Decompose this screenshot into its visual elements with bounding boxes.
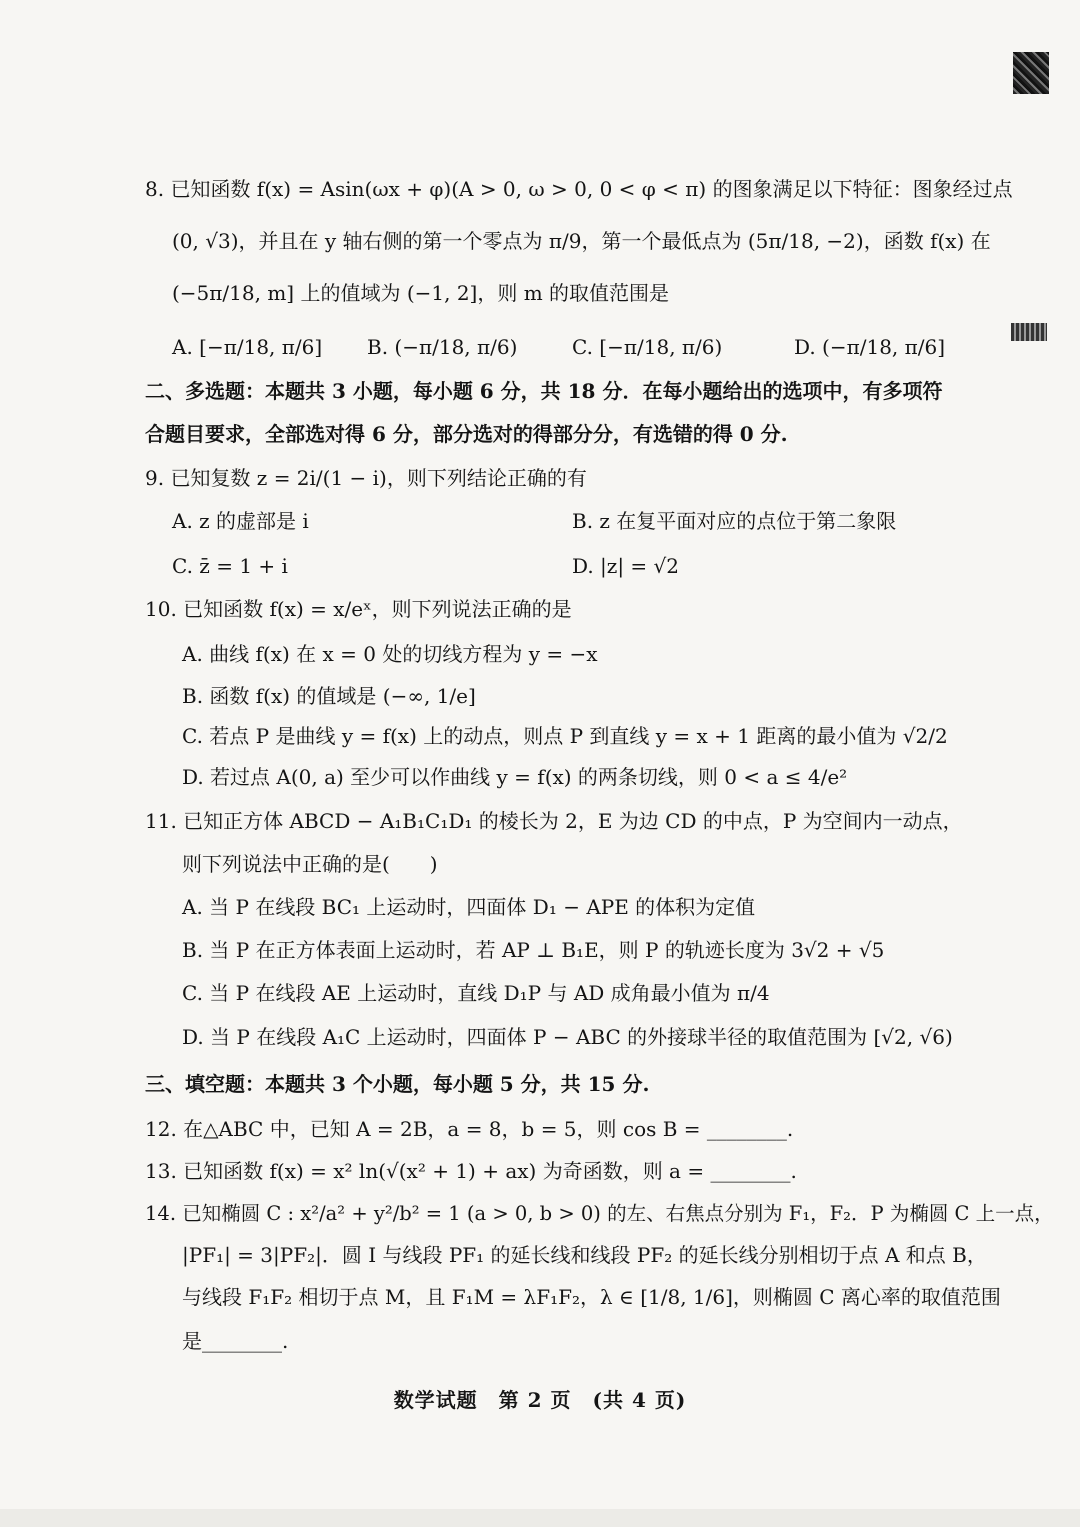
q9-stem: 9. 已知复数 z = 2i/(1 − i)，则下列结论正确的有 bbox=[145, 466, 587, 490]
q11-stem-line1: 11. 已知正方体 ABCD − A₁B₁C₁D₁ 的棱长为 2，E 为边 CD 的中点，P 为空间内一动点， bbox=[145, 809, 963, 833]
q12: 12. 在△ABC 中，已知 A = 2B，a = 8，b = 5，则 cos B = ________. bbox=[145, 1117, 794, 1141]
qr-code-icon bbox=[1013, 52, 1049, 94]
q11-option-d: D. 当 P 在线段 A₁C 上运动时，四面体 P − ABC 的外接球半径的取值范围为 [√2, √6) bbox=[182, 1025, 953, 1049]
section3-heading: 三、填空题：本题共 3 个小题，每小题 5 分，共 15 分. bbox=[145, 1072, 650, 1096]
q11-stem-line2: 则下列说法中正确的是( ) bbox=[182, 852, 438, 876]
q11-option-a: A. 当 P 在线段 BC₁ 上运动时，四面体 D₁ − APE 的体积为定值 bbox=[182, 895, 756, 919]
q10-option-a: A. 曲线 f(x) 在 x = 0 处的切线方程为 y = −x bbox=[182, 642, 598, 666]
q14-line4: 是________. bbox=[182, 1329, 289, 1353]
scan-mark-icon bbox=[1011, 323, 1047, 341]
page-footer: 数学试题 第 2 页 (共 4 页) bbox=[393, 1388, 687, 1412]
q14-line3: 与线段 F₁F₂ 相切于点 M，且 F₁M = λF₁F₂，λ ∈ [1/8, 1/6]，则椭圆 C 离心率的取值范围 bbox=[182, 1285, 1001, 1309]
q9-options-row2 bbox=[172, 545, 932, 588]
q9-option-a: A. z 的虚部是 i bbox=[172, 509, 309, 533]
q9-options-row1 bbox=[172, 500, 932, 543]
page-edge bbox=[0, 1509, 1080, 1527]
q10-option-d: D. 若过点 A(0, a) 至少可以作曲线 y = f(x) 的两条切线，则 0 < a ≤ 4/e² bbox=[182, 765, 848, 789]
q10-option-b: B. 函数 f(x) 的值域是 (−∞, 1/e] bbox=[182, 684, 476, 708]
q14-line2: |PF₁| = 3|PF₂|．圆 I 与线段 PF₁ 的延长线和线段 PF₂ 的延长线分别相切于点 A 和点 B， bbox=[182, 1243, 987, 1267]
section2-heading: 二、多选题：本题共 3 小题，每小题 6 分，共 18 分．在每小题给出的选项中，有多项符 bbox=[145, 379, 943, 403]
q8-option-c: C. [−π/18, π/6) bbox=[572, 335, 723, 359]
q11-option-c: C. 当 P 在线段 AE 上运动时，直线 D₁P 与 AD 成角最小值为 π/4 bbox=[182, 981, 770, 1005]
q10-option-c: C. 若点 P 是曲线 y = f(x) 上的动点，则点 P 到直线 y = x + 1 距离的最小值为 √2/2 bbox=[182, 724, 948, 748]
q9-option-b: B. z 在复平面对应的点位于第二象限 bbox=[572, 509, 897, 533]
q8-option-b: B. (−π/18, π/6) bbox=[367, 335, 518, 359]
q14-line1: 14. 已知椭圆 C : x²/a² + y²/b² = 1 (a > 0, b > 0) 的左、右焦点分别为 F₁，F₂．P 为椭圆 C 上一点， bbox=[145, 1202, 1054, 1225]
q8-option-a: A. [−π/18, π/6] bbox=[172, 335, 323, 359]
q8-line3: (−5π/18, m] 上的值域为 (−1, 2]，则 m 的取值范围是 bbox=[172, 281, 670, 305]
q9-option-d: D. |z| = √2 bbox=[572, 554, 679, 578]
section2-note: 合题目要求，全部选对得 6 分，部分选对的得部分分，有选错的得 0 分. bbox=[145, 422, 788, 446]
q8-options bbox=[172, 326, 946, 369]
q13: 13. 已知函数 f(x) = x² ln(√(x² + 1) + ax) 为奇函数，则 a = ________. bbox=[145, 1159, 797, 1183]
q10-stem: 10. 已知函数 f(x) = x/eˣ，则下列说法正确的是 bbox=[145, 597, 572, 621]
q8-line1: 8. 已知函数 f(x) = Asin(ωx + φ)(A > 0, ω > 0, 0 < φ < π) 的图象满足以下特征：图象经过点 bbox=[145, 177, 1013, 201]
q9-option-c: C. z̄ = 1 + i bbox=[172, 554, 288, 578]
q11-option-b: B. 当 P 在正方体表面上运动时，若 AP ⊥ B₁E，则 P 的轨迹长度为 3√2 + √5 bbox=[182, 938, 885, 962]
q8-line2: (0, √3)，并且在 y 轴右侧的第一个零点为 π/9，第一个最低点为 (5π/18, −2)，函数 f(x) 在 bbox=[172, 229, 991, 253]
q8-option-d: D. (−π/18, π/6] bbox=[794, 335, 946, 359]
